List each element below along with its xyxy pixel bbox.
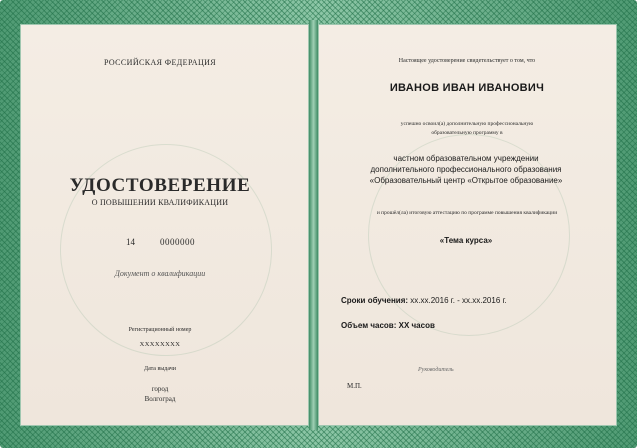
study-hours-value: ХХ часов bbox=[398, 321, 435, 330]
issue-place bbox=[145, 384, 176, 404]
spine bbox=[309, 20, 318, 430]
program-line-2: образовательную программу в bbox=[431, 130, 503, 136]
holder-name: ИВАНОВ ИВАН ИВАНОВИЧ bbox=[389, 82, 545, 94]
director-label: Руководитель bbox=[418, 367, 454, 373]
city-label: город bbox=[151, 385, 169, 393]
document-type: Документ о квалификации bbox=[114, 269, 206, 278]
country-label: РОССИЙСКАЯ ФЕДЕРАЦИЯ bbox=[103, 58, 217, 67]
study-hours bbox=[341, 321, 435, 330]
organization-name bbox=[370, 153, 563, 186]
certificate-title: УДОСТОВЕРЕНИЕ bbox=[69, 175, 251, 196]
issue-date-label: Дата выдачи bbox=[143, 366, 177, 372]
org-line-1: частном образовательном учреждении bbox=[393, 154, 539, 163]
registration-number: XXXXXXXX bbox=[139, 341, 181, 348]
course-topic: «Тема курса» bbox=[439, 236, 493, 245]
study-period-value: хх.хх.2016 г. - хх.хх.2016 г. bbox=[410, 296, 507, 305]
attestation-text: и прошёл(ла) итоговую аттестацию по программе повышения квалификации bbox=[376, 210, 558, 216]
program-statement bbox=[401, 120, 533, 138]
intro-text: Настоящее удостоверение свидетельствует о том, что bbox=[398, 58, 536, 64]
registration-label: Регистрационный номер bbox=[128, 327, 192, 333]
certificate-subtitle: О ПОВЫШЕНИИ КВАЛИФИКАЦИИ bbox=[91, 198, 229, 207]
org-line-2: дополнительного профессионального образования bbox=[370, 165, 562, 174]
document-number: 0000000 bbox=[160, 237, 195, 247]
study-period-label: Сроки обучения: bbox=[341, 296, 409, 305]
series-number: 14 bbox=[126, 237, 135, 247]
org-line-3: «Образовательный центр «Открытое образование» bbox=[369, 176, 563, 185]
city-name: Волгоград bbox=[144, 395, 176, 403]
study-hours-label: Объем часов: bbox=[341, 321, 397, 330]
study-period bbox=[341, 296, 507, 305]
program-line-1: успешно освоил(а) дополнительную профессиональную bbox=[400, 121, 534, 127]
stamp-label: М.П. bbox=[347, 382, 362, 390]
